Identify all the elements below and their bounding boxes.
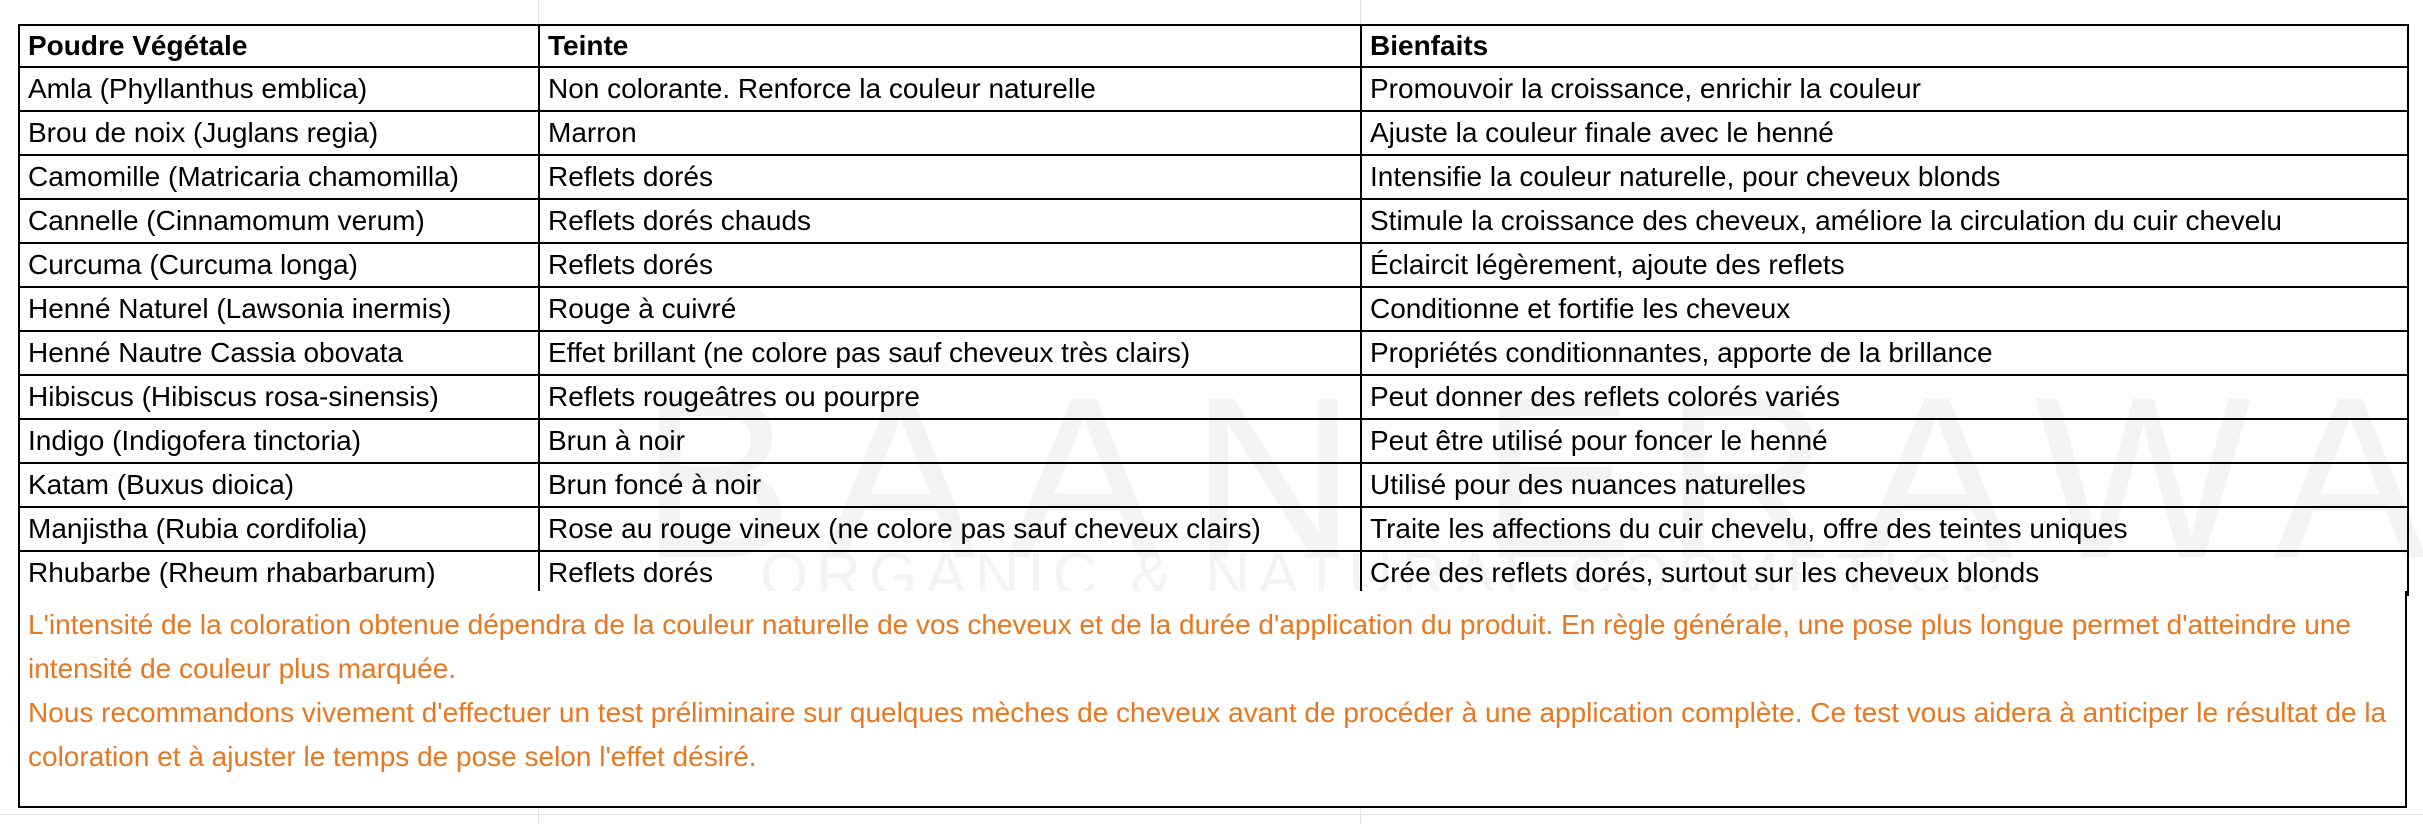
- table-row: [19, 463, 2408, 507]
- notes-merged-cell[interactable]: [18, 591, 2407, 808]
- table-row: [19, 155, 2408, 199]
- cell-benefits[interactable]: Intensifie la couleur naturelle, pour cheveux blonds: [1361, 155, 2408, 199]
- note-paragraph-intensity: L'intensité de la coloration obtenue dépendra de la couleur naturelle de vos cheveux et de la durée d'application du produit. En règle générale, une pose plus longue permet d'atteindre une intensité de couleur plus marquée.: [28, 609, 2352, 684]
- cell-tint[interactable]: Marron: [539, 111, 1361, 155]
- cell-benefits[interactable]: Ajuste la couleur finale avec le henné: [1361, 111, 2408, 155]
- cell-benefits[interactable]: Peut être utilisé pour foncer le henné: [1361, 419, 2408, 463]
- table-row: [19, 419, 2408, 463]
- cell-powder[interactable]: Manjistha (Rubia cordifolia): [19, 507, 539, 551]
- table-row: [19, 507, 2408, 551]
- cell-powder[interactable]: Indigo (Indigofera tinctoria): [19, 419, 539, 463]
- cell-benefits[interactable]: Propriétés conditionnantes, apporte de la brillance: [1361, 331, 2408, 375]
- cell-powder[interactable]: Hibiscus (Hibiscus rosa-sinensis): [19, 375, 539, 419]
- table-row: [19, 375, 2408, 419]
- cell-powder[interactable]: Rhubarbe (Rheum rhabarbarum): [19, 551, 539, 595]
- cell-tint[interactable]: Rose au rouge vineux (ne colore pas sauf cheveux clairs): [539, 507, 1361, 551]
- cell-benefits[interactable]: Éclaircit légèrement, ajoute des reflets: [1361, 243, 2408, 287]
- table-row: [19, 67, 2408, 111]
- cell-powder[interactable]: Brou de noix (Juglans regia): [19, 111, 539, 155]
- cell-tint[interactable]: Reflets dorés: [539, 155, 1361, 199]
- header-cell-powder[interactable]: Poudre Végétale: [19, 25, 539, 67]
- table-row: [19, 551, 2408, 595]
- cell-powder[interactable]: Henné Nautre Cassia obovata: [19, 331, 539, 375]
- table-row: [19, 199, 2408, 243]
- cell-benefits[interactable]: Utilisé pour des nuances naturelles: [1361, 463, 2408, 507]
- powder-table: [18, 24, 2409, 596]
- cell-powder[interactable]: Amla (Phyllanthus emblica): [19, 67, 539, 111]
- cell-benefits[interactable]: Peut donner des reflets colorés variés: [1361, 375, 2408, 419]
- cell-powder[interactable]: Camomille (Matricaria chamomilla): [19, 155, 539, 199]
- cell-benefits[interactable]: Conditionne et fortifie les cheveux: [1361, 287, 2408, 331]
- cell-tint[interactable]: Reflets dorés chauds: [539, 199, 1361, 243]
- table-header-row: [19, 25, 2408, 67]
- table-row: [19, 331, 2408, 375]
- cell-tint[interactable]: Effet brillant (ne colore pas sauf cheveux très clairs): [539, 331, 1361, 375]
- cell-powder[interactable]: Curcuma (Curcuma longa): [19, 243, 539, 287]
- cell-tint[interactable]: Reflets dorés: [539, 551, 1361, 595]
- header-cell-benefits[interactable]: Bienfaits: [1361, 25, 2408, 67]
- cell-tint[interactable]: Brun à noir: [539, 419, 1361, 463]
- cell-powder[interactable]: Henné Naturel (Lawsonia inermis): [19, 287, 539, 331]
- note-paragraph-test: Nous recommandons vivement d'effectuer un test préliminaire sur quelques mèches de cheveux avant de procéder à une application complète. Ce test vous aidera à anticiper le résultat de la coloration et à ajuster le temps de pose selon l'effet désiré.: [28, 697, 2387, 772]
- cell-benefits[interactable]: Stimule la croissance des cheveux, améliore la circulation du cuir chevelu: [1361, 199, 2408, 243]
- cell-benefits[interactable]: Crée des reflets dorés, surtout sur les cheveux blonds: [1361, 551, 2408, 595]
- table-row: [19, 287, 2408, 331]
- cell-powder[interactable]: Cannelle (Cinnamomum verum): [19, 199, 539, 243]
- cell-tint[interactable]: Reflets rougeâtres ou pourpre: [539, 375, 1361, 419]
- gridline: [0, 814, 2423, 815]
- cell-benefits[interactable]: Promouvoir la croissance, enrichir la couleur: [1361, 67, 2408, 111]
- cell-tint[interactable]: Rouge à cuivré: [539, 287, 1361, 331]
- table-row: [19, 111, 2408, 155]
- cell-tint[interactable]: Brun foncé à noir: [539, 463, 1361, 507]
- cell-tint[interactable]: Non colorante. Renforce la couleur naturelle: [539, 67, 1361, 111]
- header-cell-tint[interactable]: Teinte: [539, 25, 1361, 67]
- cell-tint[interactable]: Reflets dorés: [539, 243, 1361, 287]
- table-row: [19, 243, 2408, 287]
- cell-benefits[interactable]: Traite les affections du cuir chevelu, offre des teintes uniques: [1361, 507, 2408, 551]
- cell-powder[interactable]: Katam (Buxus dioica): [19, 463, 539, 507]
